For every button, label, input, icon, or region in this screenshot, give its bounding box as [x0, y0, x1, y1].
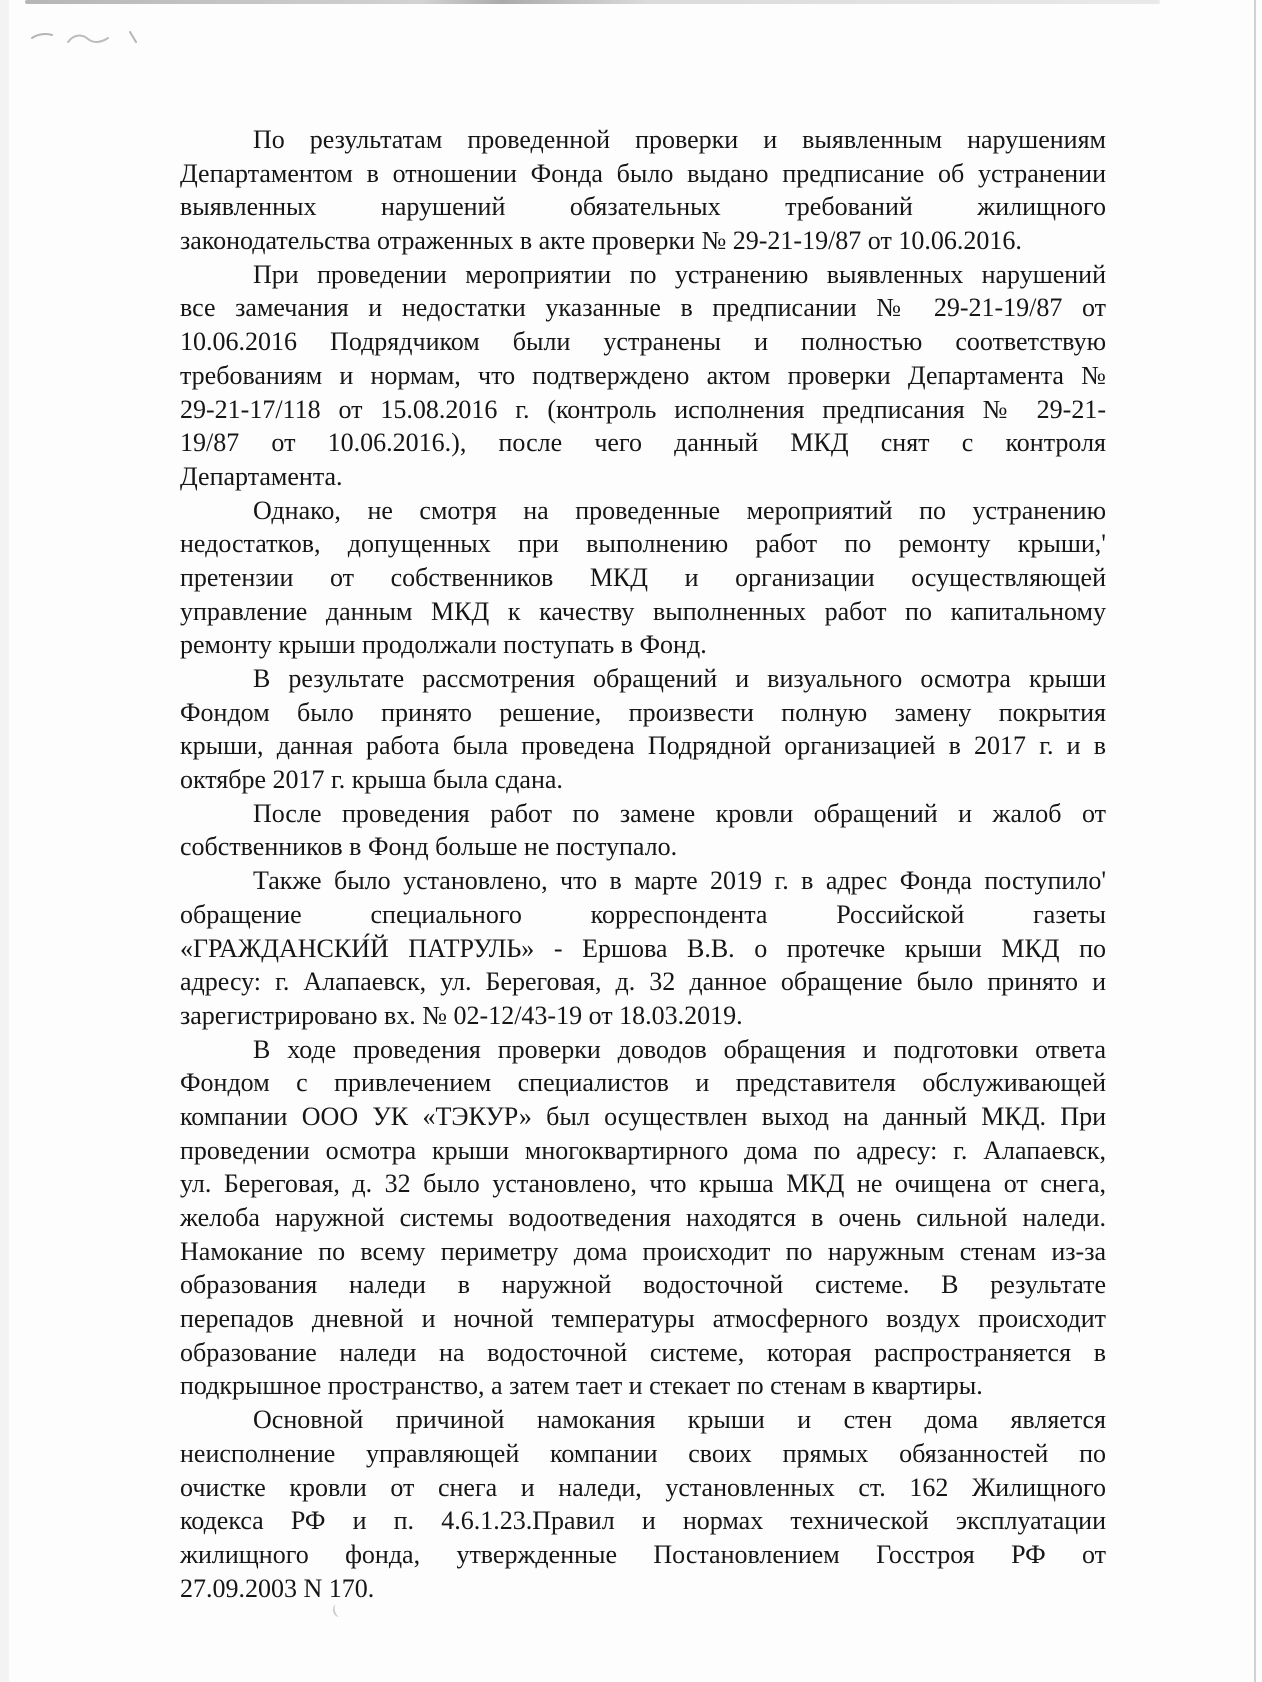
- text-line: Намокание по всему периметру дома происходит по наружным стенам из-за: [180, 1236, 1106, 1266]
- text-line: образование наледи на водосточной системе, которая распространяется в: [180, 1337, 1106, 1367]
- text-line: В ходе проведения проверки доводов обращения и подготовки ответа: [253, 1034, 1106, 1064]
- text-line: обращение специального корреспондента Российской газеты: [180, 899, 1106, 929]
- text-line: При проведении мероприятии по устранению выявленных нарушений: [253, 259, 1106, 289]
- text-line: требованиям и нормам, что подтверждено актом проверки Департамента №: [180, 360, 1106, 390]
- text-line: неисполнение управляющей компании своих прямых обязанностей по: [180, 1438, 1106, 1468]
- pencil-mark-icon: [28, 24, 148, 54]
- text-line: адресу: г. Алапаевск, ул. Береговая, д. 32 данное обращение было принято и: [180, 967, 1106, 997]
- text-line: В результате рассмотрения обращений и визуального осмотра крыши: [253, 664, 1106, 693]
- text-line: кодекса РФ и п. 4.6.1.23.Правил и нормах технической эксплуатации: [180, 1506, 1106, 1536]
- text-line: недостатков, допущенных при выполнению работ по ремонту крыши,': [180, 529, 1106, 559]
- text-line: управление данным МКД к качеству выполненных работ по капитальному: [180, 596, 1106, 626]
- text-line: желоба наружной системы водоотведения находятся в очень сильной наледи.: [180, 1203, 1106, 1232]
- scan-left-edge: [0, 0, 9, 1682]
- text-line: образования наледи в наружной водосточной системе. В результате: [180, 1270, 1106, 1300]
- text-line: жилищного фонда, утвержденные Постановлением Госстроя РФ от: [180, 1539, 1106, 1569]
- text-line: выявленных нарушений обязательных требований жилищного: [180, 192, 1106, 222]
- text-line: Департаментом в отношении Фонда было выдано предписание об устранении: [180, 158, 1106, 188]
- text-line: зарегистрировано вх. № 02-12/43-19 от 18.03.2019.: [180, 1000, 743, 1030]
- text-line: Основной причиной намокания крыши и стен дома является: [253, 1405, 1106, 1435]
- text-line: октябре 2017 г. крыша была сдана.: [180, 765, 563, 795]
- text-line: Также было установлено, что в марте 2019 г. в адрес Фонда поступило': [253, 866, 1106, 896]
- text-line: подкрышное пространство, а затем тает и стекает по стенам в квартиры.: [180, 1371, 983, 1401]
- text-line: ул. Береговая, д. 32 было установлено, что крыша МКД не очищена от снега,: [180, 1169, 1106, 1199]
- text-line: После проведения работ по замене кровли обращений и жалоб от: [253, 798, 1106, 828]
- text-line: все замечания и недостатки указанные в предписании № 29-21-19/87 от: [180, 293, 1106, 323]
- text-line: компании ООО УК «ТЭКУР» был осуществлен выход на данный МКД. При: [180, 1101, 1106, 1131]
- text-line: 19/87 от 10.06.2016.), после чего данный МКД снят с контроля: [180, 428, 1106, 458]
- text-line: Фондом было принято решение, произвести полную замену покрытия: [180, 697, 1106, 727]
- text-line: законодательства отраженных в акте проверки № 29-21-19/87 от 10.06.2016.: [180, 226, 1022, 256]
- text-line: 29-21-17/118 от 15.08.2016 г. (контроль исполнения предписания № 29-21-: [180, 394, 1106, 424]
- text-line: проведении осмотра крыши многоквартирного дома по адресу: г. Алапаевск,: [180, 1135, 1106, 1165]
- text-line: 27.09.2003 N 170.: [180, 1573, 375, 1603]
- text-line: 10.06.2016 Подрядчиком были устранены и полностью соответствую: [180, 327, 1106, 357]
- text-line: Однако, не смотря на проведенные мероприятий по устранению: [253, 495, 1106, 525]
- text-line: Департамента.: [180, 461, 343, 491]
- scan-right-edge-line: [1254, 0, 1256, 1682]
- text-line: крыши, данная работа была проведена Подрядной организацией в 2017 г. и в: [180, 731, 1106, 761]
- scan-top-edge-line: [25, 0, 1160, 4]
- text-line: ремонту крыши продолжали поступать в Фонд.: [180, 630, 707, 660]
- text-line: перепадов дневной и ночной температуры атмосферного воздух происходит: [180, 1304, 1106, 1334]
- text-line: По результатам проведенной проверки и выявленным нарушениям: [253, 125, 1106, 154]
- text-line: Фондом с привлечением специалистов и представителя обслуживающей: [180, 1068, 1106, 1098]
- text-line: претензии от собственников МКД и организации осуществляющей: [180, 562, 1106, 592]
- text-line: «ГРАЖДАНСКИ́Й ПАТРУЛЬ» - Ершова В.В. о протечке крыши МКД по: [180, 933, 1106, 963]
- text-block: [180, 123, 1106, 1605]
- text-line: очистке кровли от снега и наледи, установленных ст. 162 Жилищного: [180, 1472, 1106, 1502]
- text-line: собственников в Фонд больше не поступало.: [180, 832, 678, 862]
